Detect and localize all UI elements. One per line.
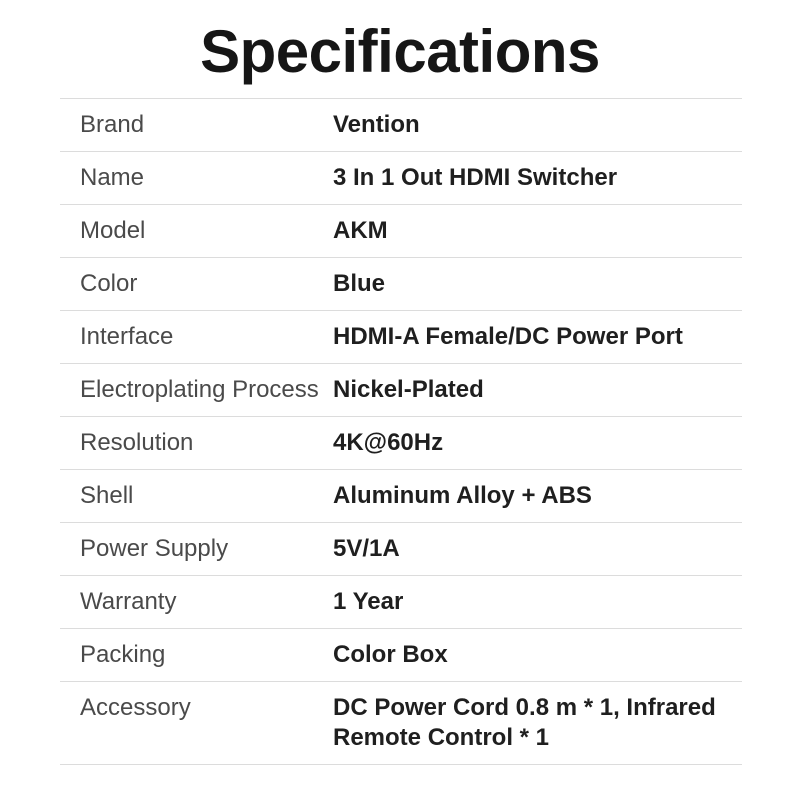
table-row	[60, 99, 742, 152]
table-row	[60, 682, 742, 765]
row-value: Color Box	[333, 641, 448, 668]
row-label: Electroplating Process	[80, 376, 319, 403]
spec-table	[60, 98, 742, 765]
row-value: 3 In 1 Out HDMI Switcher	[333, 164, 618, 191]
row-label: Model	[80, 217, 146, 244]
row-value: Vention	[333, 111, 420, 138]
row-value: Nickel-Plated	[333, 376, 484, 403]
table-row	[60, 258, 742, 311]
row-value: 1 Year	[333, 588, 404, 615]
page-title: Specifications	[200, 18, 600, 85]
row-value: HDMI-A Female/DC Power Port	[333, 323, 683, 350]
table-row	[60, 205, 742, 258]
table-row	[60, 470, 742, 523]
table-row	[60, 523, 742, 576]
row-label: Packing	[80, 641, 166, 668]
row-value: AKM	[333, 217, 388, 244]
row-value: 4K@60Hz	[333, 429, 444, 456]
row-label: Color	[80, 270, 138, 297]
row-value: Blue	[333, 270, 386, 297]
row-value: 5V/1A	[333, 535, 400, 562]
row-label: Brand	[80, 111, 145, 138]
row-label: Accessory	[80, 694, 191, 721]
table-row	[60, 629, 742, 682]
row-label: Power Supply	[80, 535, 229, 562]
row-label: Resolution	[80, 429, 194, 456]
row-label: Name	[80, 164, 145, 191]
row-value: DC Power Cord 0.8 m * 1, Infrared Remote Control * 1	[333, 694, 716, 751]
table-row	[60, 311, 742, 364]
table-row	[60, 364, 742, 417]
row-value: Aluminum Alloy + ABS	[333, 482, 592, 509]
row-label: Shell	[80, 482, 134, 509]
table-row	[60, 417, 742, 470]
row-label: Warranty	[80, 588, 177, 615]
row-label: Interface	[80, 323, 174, 350]
table-row	[60, 152, 742, 205]
table-row	[60, 576, 742, 629]
